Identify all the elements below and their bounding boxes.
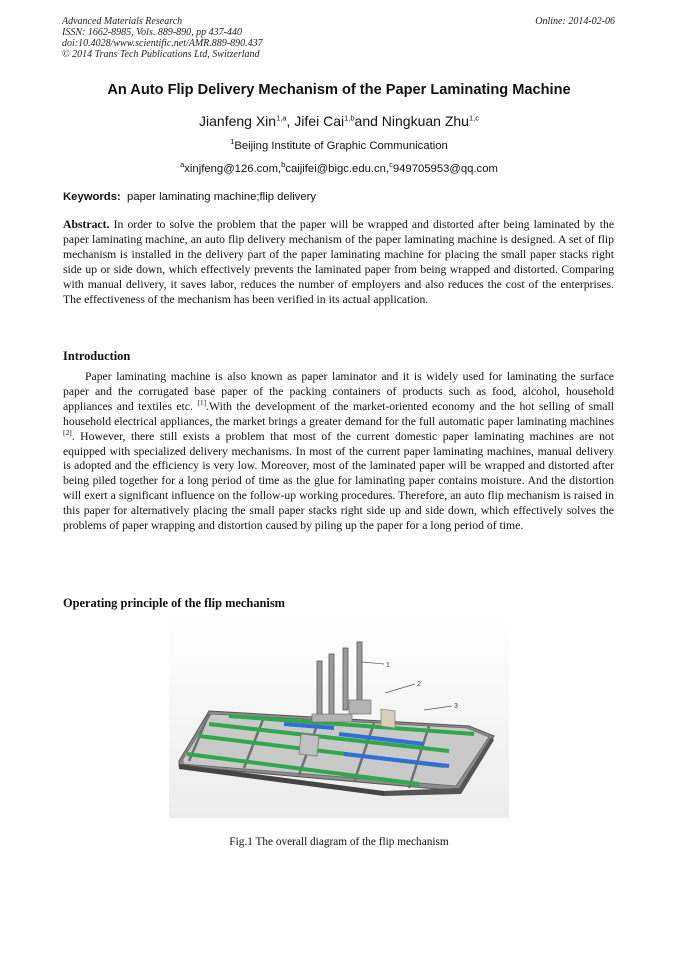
introduction-heading: Introduction — [63, 349, 131, 363]
keywords-label: Keywords: — [63, 191, 121, 203]
intro-text: . However, there still exists a problem that most of the current domestic paper laminating machines are not equipped with specialized delivery mechanisms. In most of the current paper laminating machines, manual delivery is adopted and the efficiency is very low. Moreover, most of the laminated paper will be wrapped and distorted after being piled together for a long period of time as the glue for laminating paper contains moisture. And the distortion will exert a significant influence on the follow-up working procedures. Therefore, an auto flip mechanism is raised in this paper for alternatively placing the small paper stacks right side up and side down, which effectively solves the problems of paper wrapping and distortion caused by piling up the paper for a long period of time. — [63, 429, 614, 533]
doi-line: doi:10.4028/www.scientific.net/AMR.889-890.437 — [62, 38, 263, 49]
author-name: Jianfeng Xin — [199, 113, 277, 129]
intro-text: Paper laminating machine is also known as paper laminator and it is widely used for laminating the surface paper and the corrugated base paper of the packing containers of products such as food, alcohol, household appliances and textiles etc. — [63, 370, 614, 413]
author-sup: 1,b — [344, 113, 355, 123]
online-date: Online: 2014-02-06 — [535, 16, 615, 27]
abstract — [63, 218, 614, 307]
email-sup: c — [389, 160, 393, 170]
author-list — [0, 113, 678, 129]
email-link[interactable]: caijifei@bigc.edu.cn, — [285, 163, 390, 175]
figure-label-2: 2 — [417, 681, 421, 688]
abstract-text: In order to solve the problem that the paper will be wrapped and distorted after being laminated by the paper laminating machine, an auto flip delivery mechanism of the paper laminating machine is designed. A set of flip mechanism is installed in the delivery part of the paper laminating machine for placing the small paper stacks right side up or side down, which effectively prevents the laminated paper from being wrapped and distorted. Comparing with manual delivery, it saves labor, reduces the number of employers and also reduces the cost of the enterprises. The effectiveness of the mechanism has been verified in its actual application. — [63, 218, 615, 306]
flip-mechanism-figure — [169, 616, 509, 818]
author-sup: 1,a — [276, 113, 287, 123]
keywords-text: paper laminating machine;flip delivery — [127, 191, 317, 203]
figure-caption: Fig.1 The overall diagram of the flip mechanism — [229, 836, 449, 848]
figure-label-1: 1 — [386, 662, 390, 669]
affiliation-text: Beijing Institute of Graphic Communication — [234, 140, 448, 152]
introduction-paragraph — [63, 370, 614, 534]
affiliation — [0, 137, 678, 152]
intro-text: .With the development of the market-oriented economy and the hot selling of small household electrical appliances, the market brings a greater demand for the full automatic paper laminating machines — [63, 399, 615, 428]
email-link[interactable]: 949705953@qq.com — [392, 163, 498, 175]
mechanism-drawing — [169, 616, 509, 818]
author-name: Jifei Cai — [294, 113, 345, 129]
author-sep: and — [354, 113, 382, 129]
affiliation-sup: 1 — [230, 137, 235, 147]
author-sup: 1,c — [468, 113, 479, 123]
citation[interactable]: [2] — [63, 427, 72, 437]
flip-plate — [381, 709, 395, 728]
operating-principle-heading: Operating principle of the flip mechanism — [63, 596, 285, 610]
journal-name: Advanced Materials Research — [62, 16, 183, 27]
journal-header — [62, 16, 263, 60]
author-sep: , — [286, 113, 295, 129]
figure-label-3: 3 — [454, 703, 458, 710]
email-sup: a — [180, 160, 185, 170]
paper-title: An Auto Flip Delivery Mechanism of the Paper Laminating Machine — [107, 82, 571, 98]
issn-line: ISSN: 1662-8985, Vols. 889-890, pp 437-440 — [62, 27, 242, 38]
abstract-label: Abstract. — [63, 218, 110, 231]
email-sup: b — [281, 160, 286, 170]
citation[interactable]: [1] — [197, 397, 207, 407]
author-name: Ningkuan Zhu — [381, 113, 469, 129]
copyright-line: © 2014 Trans Tech Publications Ltd, Switzerland — [62, 49, 260, 60]
keywords — [63, 191, 316, 203]
email-link[interactable]: xinjfeng@126.com, — [184, 163, 282, 175]
email-list — [0, 160, 678, 175]
